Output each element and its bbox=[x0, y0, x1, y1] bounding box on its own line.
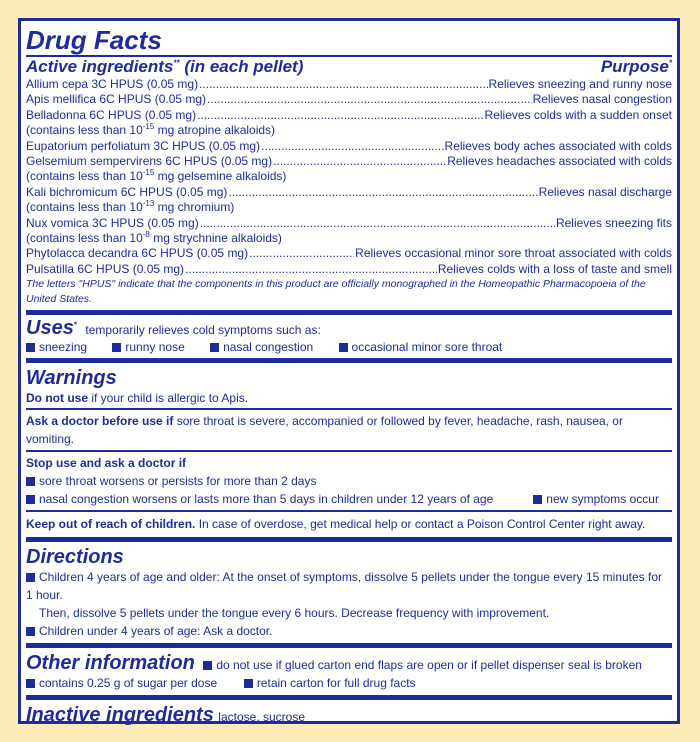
ask-doctor-line: Ask a doctor before use if sore throat is severe, accompanied or followed by fever, headache, rash, nausea, or vomiting. bbox=[26, 410, 672, 452]
ingredient-name: Allium cepa 3C HPUS (0.05 mg) bbox=[26, 77, 199, 91]
ingredient-purpose: Relieves nasal congestion bbox=[532, 92, 672, 107]
bullet-square-icon bbox=[26, 679, 35, 688]
dot-leader bbox=[197, 108, 483, 123]
inactive-ingredients-section bbox=[26, 700, 672, 730]
ingredient-note: (contains less than $10^{-13}$ mg chromium) bbox=[26, 199, 235, 215]
ingredient-name: Belladonna 6C HPUS (0.05 mg) bbox=[26, 107, 197, 122]
ingredient-note: (contains less than $10^{-15}$ mg atropine alkaloids) bbox=[26, 122, 276, 138]
warnings-section bbox=[26, 363, 672, 542]
dot-leader bbox=[200, 216, 555, 231]
uses-section bbox=[26, 315, 672, 363]
other-item: retain carton for full drug facts bbox=[244, 676, 416, 690]
other-information-section bbox=[26, 648, 672, 700]
other-information-title: Other information bbox=[26, 652, 195, 675]
uses-mark: * bbox=[73, 320, 77, 330]
ingredient-row bbox=[26, 154, 672, 169]
ingredient-row bbox=[26, 77, 672, 92]
ingredient-list bbox=[26, 77, 672, 277]
ingredient-name: Nux vomica 3C HPUS (0.05 mg) bbox=[26, 215, 199, 230]
bullet-square-icon bbox=[533, 495, 542, 504]
ingredient-row bbox=[26, 216, 672, 231]
drug-facts-panel bbox=[18, 18, 680, 727]
uses-list bbox=[26, 339, 672, 355]
uses-item: occasional minor sore throat bbox=[339, 339, 503, 355]
ingredient-purpose: Relieves colds with a loss of taste and smell bbox=[437, 261, 672, 276]
directions-item-continued: Then, dissolve 5 pellets under the tongue every 6 hours. Decrease frequency with improvement. bbox=[39, 606, 550, 621]
bullet-square-icon bbox=[26, 343, 35, 352]
bullet-square-icon bbox=[244, 679, 253, 688]
inactive-ingredients-title: Inactive ingredients bbox=[26, 704, 214, 727]
ingredient-row bbox=[26, 92, 672, 107]
active-ingredients-section bbox=[26, 21, 672, 315]
active-ingredients-label: Active ingredients bbox=[26, 57, 174, 76]
ingredient-row bbox=[26, 185, 672, 200]
bullet-square-icon bbox=[26, 477, 35, 486]
ingredient-name: Apis mellifica 6C HPUS (0.05 mg) bbox=[26, 92, 207, 107]
uses-item: runny nose bbox=[112, 339, 184, 355]
inactive-ingredients-text: lactose, sucrose bbox=[218, 710, 306, 725]
dot-leader bbox=[249, 246, 354, 261]
uses-item: nasal congestion bbox=[210, 339, 313, 355]
ingredient-purpose: Relieves body aches associated with colds bbox=[444, 138, 672, 153]
ingredient-name: Phytolacca decandra 6C HPUS (0.05 mg) bbox=[26, 246, 249, 261]
ingredient-note: (contains less than $10^{-8}$ mg strychnine alkaloids) bbox=[26, 230, 282, 246]
ingredient-purpose: Relieves sneezing fits bbox=[555, 215, 672, 230]
do-not-use-line: Do not use if your child is allergic to Apis. bbox=[26, 389, 672, 410]
ingredient-note: (contains less than $10^{-15}$ mg gelsemine alkaloids) bbox=[26, 168, 287, 184]
ingredient-purpose: Relieves nasal discharge bbox=[538, 184, 672, 199]
purpose-label: Purpose bbox=[600, 57, 669, 76]
active-ingredients-header bbox=[26, 55, 672, 77]
dot-leader bbox=[207, 92, 532, 107]
ingredient-row bbox=[26, 139, 672, 154]
directions-item: Children under 4 years of age: Ask a doctor. bbox=[26, 622, 672, 640]
bullet-square-icon bbox=[26, 573, 35, 582]
ingredient-row bbox=[26, 262, 672, 277]
bullet-square-icon bbox=[112, 343, 121, 352]
other-item: do not use if glued carton end flaps are open or if pellet dispenser seal is broken bbox=[203, 658, 642, 672]
ingredient-row bbox=[26, 108, 672, 123]
bullet-square-icon bbox=[203, 661, 212, 670]
bullet-square-icon bbox=[339, 343, 348, 352]
other-item: contains 0.25 g of sugar per dose bbox=[26, 676, 217, 690]
ingredient-purpose: Relieves headaches associated with colds bbox=[447, 154, 672, 169]
stop-use-item: sore throat worsens or persists for more than 2 days bbox=[26, 472, 672, 490]
dot-leader bbox=[185, 262, 437, 277]
stop-use-label: Stop use and ask a doctor if bbox=[26, 456, 187, 471]
uses-title: Uses bbox=[26, 317, 74, 340]
active-mark: ** bbox=[173, 58, 180, 68]
warnings-title: Warnings bbox=[26, 367, 117, 390]
ingredient-purpose: Relieves colds with a sudden onset bbox=[484, 107, 672, 122]
stop-use-block bbox=[26, 452, 672, 512]
ingredient-name: Eupatorium perfoliatum 3C HPUS (0.05 mg) bbox=[26, 138, 261, 153]
dot-leader bbox=[228, 185, 537, 200]
ingredient-name: Kali bichromicum 6C HPUS (0.05 mg) bbox=[26, 184, 228, 199]
dot-leader bbox=[199, 77, 487, 92]
directions-item: Children 4 years of age and older: At the onset of symptoms, dissolve 5 pellets under the tongue every 15 minutes for 1 hour. bbox=[26, 570, 663, 603]
keep-out-line: Keep out of reach of children. In case of overdose, get medical help or contact a Poison Control Center right away. bbox=[26, 517, 646, 532]
dot-leader bbox=[273, 154, 446, 169]
uses-item: sneezing bbox=[26, 339, 87, 355]
ingredient-name: Gelsemium sempervirens 6C HPUS (0.05 mg) bbox=[26, 154, 273, 169]
uses-intro: temporarily relieves cold symptoms such as: bbox=[85, 323, 321, 338]
drug-facts-title: Drug Facts bbox=[26, 25, 162, 55]
bullet-square-icon bbox=[26, 627, 35, 636]
directions-section bbox=[26, 542, 672, 648]
ingredient-purpose: Relieves sneezing and runny nose bbox=[488, 77, 672, 91]
directions-title: Directions bbox=[26, 546, 124, 569]
active-suffix: (in each pellet) bbox=[179, 57, 304, 76]
ingredient-purpose: Relieves occasional minor sore throat associated with colds bbox=[355, 246, 672, 261]
dot-leader bbox=[261, 139, 443, 154]
bullet-square-icon bbox=[26, 495, 35, 504]
ingredient-row bbox=[26, 246, 672, 261]
ingredient-name: Pulsatilla 6C HPUS (0.05 mg) bbox=[26, 261, 185, 276]
stop-use-item: nasal congestion worsens or lasts more than 5 days in children under 12 years of age new symptoms occur bbox=[26, 490, 672, 508]
hpus-footnote: The letters "HPUS" indicate that the components in this product are officially monographed in the Homeopathic Pharmacopoeia of the United States. bbox=[26, 278, 646, 306]
purpose-mark: * bbox=[668, 58, 672, 68]
bullet-square-icon bbox=[210, 343, 219, 352]
